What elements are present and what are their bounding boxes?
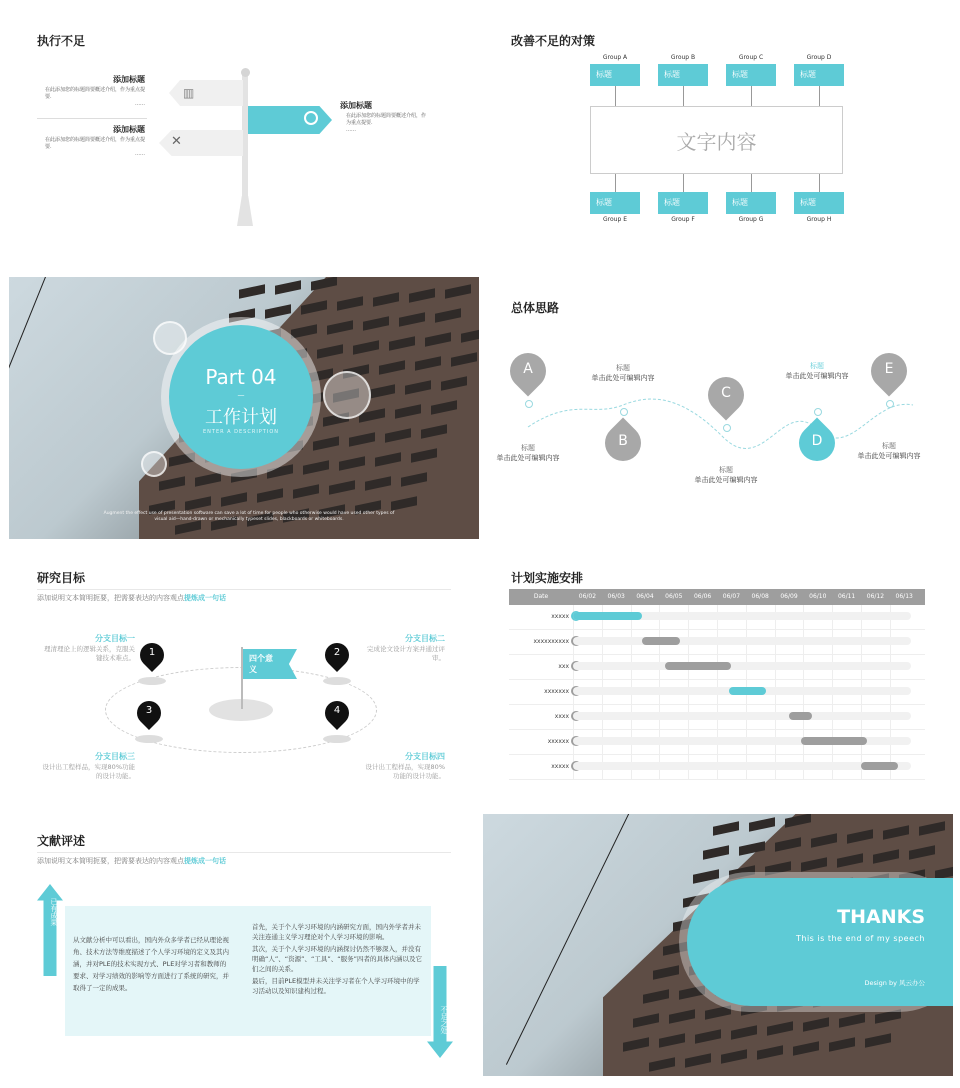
decor-circle-3 (141, 451, 167, 477)
goal-heading: 分支目标二 (405, 634, 445, 643)
connector (819, 174, 820, 192)
pin-number: 1 (148, 647, 156, 658)
node-text: 单击此处可编辑内容 (857, 452, 921, 460)
gantt-row-line (509, 679, 925, 680)
slide-title: 研究目标 (37, 571, 86, 585)
slide-title: 文献评述 (37, 834, 86, 848)
gantt-date: 06/07 (722, 593, 741, 600)
subtitle-text: 添加说明文本简明扼要，把需要表达的内容观点 (37, 857, 184, 865)
gantt-date: 06/12 (866, 593, 885, 600)
gantt-bar (861, 762, 898, 770)
path-dot (525, 400, 533, 408)
gantt-date: 06/09 (780, 593, 798, 600)
gantt-date: 06/03 (607, 593, 625, 600)
gantt-date: 06/10 (809, 593, 827, 600)
thanks-title: THANKS (837, 906, 925, 928)
slide-literature-review (9, 826, 479, 1088)
group-label: Group F (671, 216, 695, 223)
pin-letter: E (884, 361, 894, 377)
pin-shadow (323, 735, 351, 743)
subtitle-text: 添加说明文本简明扼要，把需要表达的内容观点 (37, 594, 184, 602)
group-label: Group C (738, 54, 764, 61)
gantt-row-label: xxxxx (551, 613, 569, 620)
node-text: 单击此处可编辑内容 (496, 454, 560, 462)
subtitle-highlight: 提炼成一句话 (184, 857, 226, 865)
tools-icon: ✕ (171, 134, 182, 149)
pin-shadow (138, 677, 166, 685)
gantt-row-line (509, 729, 925, 730)
title-box: 标题 (658, 64, 708, 86)
gantt-row-label: xxxxxxx (544, 688, 569, 695)
gantt-header-label: Date (533, 593, 549, 600)
group-label: Group H (806, 216, 832, 223)
gantt-row-line (509, 779, 925, 780)
gantt-date: 06/11 (837, 593, 856, 600)
slide-title: 改善不足的对策 (511, 34, 596, 48)
center-text: 文字内容 (676, 129, 757, 154)
title-box: 标题 (726, 64, 776, 86)
gantt-date: 06/08 (751, 593, 769, 600)
title-underline (37, 852, 451, 853)
node-text: 单击此处可编辑内容 (785, 372, 849, 380)
item-heading: 添加标题 (113, 125, 145, 134)
title-box: 标题 (726, 192, 776, 214)
item-body: 在此添加您的标题简要概述介绍，作为重点提要. (45, 137, 146, 150)
pin-letter: B (618, 433, 628, 449)
node-text: 单击此处可编辑内容 (591, 374, 655, 382)
gantt-bar (642, 637, 679, 645)
goal-text: 设计出工程样品，实现80%功能的设计功能。 (365, 763, 445, 780)
subtitle-highlight: 提炼成一句话 (184, 594, 226, 602)
gantt-bar (789, 712, 812, 720)
gantt-row-line (509, 654, 925, 655)
item-left-1 (39, 74, 145, 108)
review-p2: 其次，关于个人学习环境的内涵探讨仍然不够深入，并没有明确“人”、“资源”、“工具”、“服务”四者的具体内涵以及它们之间的关系。 (252, 945, 422, 973)
center-box (590, 106, 843, 174)
gantt-bar (729, 687, 766, 695)
thanks-line: This is the end of my speech (796, 934, 925, 943)
gantt-date: 06/13 (895, 593, 913, 600)
signpost-base (237, 196, 253, 226)
slide-part-04 (9, 277, 479, 539)
item-heading: 添加标题 (340, 101, 372, 110)
flag-pole (241, 647, 243, 709)
left-review-text: 从文献分析中可以看出，国内外众多学者已经从理论视角、技术方法等维度描述了个人学习环境的定义及其内涵，并对PLE的技术实现方式、PLE对学习者和教师的要求、对学习绩效的影响等方面进行了系统的研究，并取得了一定的成果。 (73, 936, 229, 992)
bar-chart-icon: ▥ (183, 86, 195, 100)
connector (751, 86, 752, 106)
node-heading: 标题 (882, 442, 896, 450)
group-label: Group D (806, 54, 832, 61)
part-description: Augment the effect use of presentation software can save a lot of time for people who otherwise would have used other types of visual aid—hand-drawn or mechanically typeset slides, blackboards or whiteboards. (103, 511, 395, 522)
part-dash: — (237, 391, 245, 399)
gantt-row-label: xxx (558, 663, 569, 670)
gantt-bar (801, 737, 867, 745)
gantt-row-line (509, 629, 925, 630)
signpost-top (241, 68, 250, 77)
slide-execution-shortfall (9, 26, 479, 288)
item-right (340, 100, 430, 134)
sign-left-1 (169, 80, 243, 106)
pin-letter: D (811, 433, 823, 449)
flag-text: 四个意义 (249, 654, 273, 674)
group-label: Group G (738, 216, 764, 223)
item-left-2 (39, 124, 145, 158)
goal-text: 完成论文设计方案并通过评审。 (367, 645, 445, 662)
title-box: 标题 (590, 64, 640, 86)
connector (683, 86, 684, 106)
gantt-date: 06/04 (636, 593, 654, 600)
title-box: 标题 (794, 192, 844, 214)
goal-heading: 分支目标三 (95, 752, 135, 761)
goal-heading: 分支目标四 (405, 752, 445, 761)
gantt-track (573, 762, 911, 770)
connector (751, 174, 752, 192)
slide-title: 计划实施安排 (511, 571, 584, 585)
gantt-row-line (509, 754, 925, 755)
gantt-bar (665, 662, 731, 670)
right-review (252, 922, 424, 996)
gantt-track (573, 662, 911, 670)
down-arrow-label: 不足之处 (440, 1006, 448, 1034)
node-heading: 标题 (521, 444, 535, 452)
item-heading: 添加标题 (113, 75, 145, 84)
up-arrow-label: 已有成果 (50, 898, 58, 926)
goal-text: 设计出工程样品，实现80%功能的设计功能。 (42, 763, 135, 780)
gantt-date: 06/05 (665, 593, 683, 600)
item-body: 在此添加您的标题简要概述介绍，作为重点提要. (346, 113, 427, 126)
subtitle (37, 593, 226, 603)
pin-number: 4 (333, 705, 341, 716)
item-extra: …… (135, 151, 145, 157)
gantt-row-label: xxxxxxxxxx (533, 638, 569, 645)
gantt-row-label: xxxx (554, 713, 569, 720)
title-box: 标题 (794, 64, 844, 86)
pin-letter: C (721, 385, 731, 401)
slide-title: 执行不足 (37, 34, 86, 48)
slide-schedule (483, 563, 953, 825)
decor-circle-2 (323, 371, 371, 419)
gantt-bar (573, 612, 642, 620)
connector (615, 174, 616, 192)
slide-research-goals (9, 563, 479, 825)
review-p3: 最后，目前PLE模型并未关注学习者在个人学习环境中的学习活动以及知识建构过程。 (252, 977, 420, 995)
goal-heading: 分支目标一 (95, 634, 135, 643)
title-box: 标题 (590, 192, 640, 214)
sign-right (248, 106, 332, 134)
part-en: ENTER A DESCRIPTION (202, 429, 280, 435)
slide-title: 总体思路 (511, 301, 560, 315)
subtitle (37, 856, 226, 866)
divider (37, 118, 147, 119)
pin-number: 2 (333, 647, 341, 658)
path-dot (814, 408, 822, 416)
item-body: 在此添加您的标题简要概述介绍，作为重点提要. (45, 87, 146, 100)
path-dot (723, 424, 731, 432)
connector (819, 86, 820, 106)
node-heading: 标题 (810, 362, 824, 370)
target-icon (304, 111, 318, 125)
group-label: Group B (670, 54, 696, 61)
gantt-date: 06/06 (693, 593, 712, 600)
item-extra: …… (135, 101, 145, 107)
node-heading: 标题 (616, 364, 630, 372)
pin-shadow (135, 735, 163, 743)
review-p1: 首先，关于个人学习环境的内涵研究方面，国内外学者并未关注连通主义学习理论对个人学习环境的影响。 (252, 923, 421, 941)
gantt-row-label: xxxxx (551, 763, 569, 770)
item-extra: …… (346, 127, 356, 133)
pin-number: 3 (145, 705, 153, 716)
slide-overall-approach (483, 277, 953, 539)
pin-shadow (323, 677, 351, 685)
slide-thanks (483, 814, 953, 1076)
path-dot (620, 408, 628, 416)
gantt-date: 06/02 (578, 593, 597, 600)
part-number: Part 04 (205, 365, 277, 389)
path-dot (886, 400, 894, 408)
gantt-track (573, 712, 911, 720)
pin-letter: A (523, 361, 533, 377)
connector (683, 174, 684, 192)
node-heading: 标题 (719, 466, 733, 474)
part-name: 工作计划 (205, 407, 277, 428)
gantt-row-label: xxxxxx (547, 738, 569, 745)
node-text: 单击此处可编辑内容 (694, 476, 758, 484)
thanks-design: Design by 风云办公 (864, 979, 925, 987)
slide-countermeasures (483, 26, 953, 288)
group-label: Group E (603, 216, 627, 223)
connector (615, 86, 616, 106)
title-box: 标题 (658, 192, 708, 214)
goal-text: 理清理论上的逻辑关系，克服关键技术难点。 (44, 645, 135, 662)
gantt-row-line (509, 704, 925, 705)
title-underline (37, 589, 451, 590)
group-label: Group A (602, 54, 628, 61)
gantt-track (573, 637, 911, 645)
